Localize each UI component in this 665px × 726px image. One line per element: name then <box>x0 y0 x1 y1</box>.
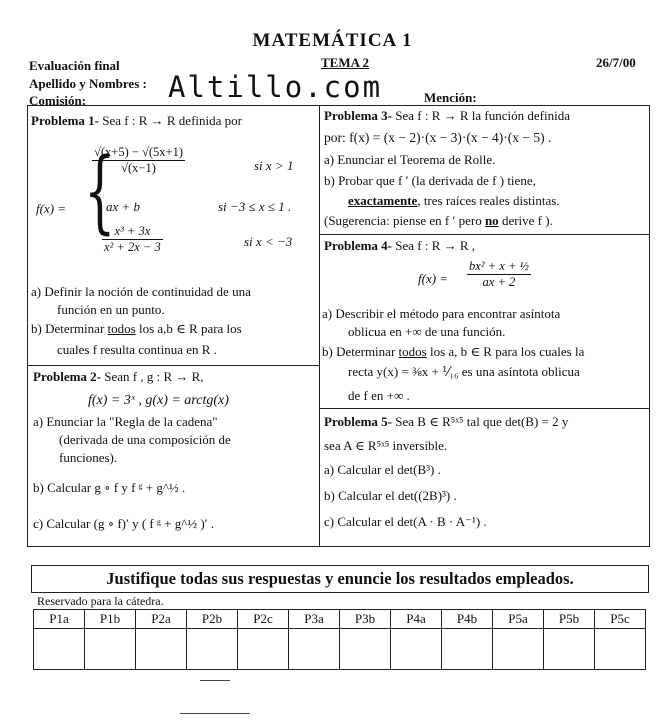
evaluacion-label: Evaluación final <box>29 58 120 73</box>
p1-case1 <box>92 145 185 176</box>
p1-case2-cond: si −3 ≤ x ≤ 1 . <box>218 199 292 214</box>
grading-col-header: P2a <box>136 610 187 629</box>
p4-heading: Problema 4- <box>324 238 392 253</box>
p4-fx: f(x) = <box>418 271 449 286</box>
p1-b-todos: todos <box>107 321 136 336</box>
p4-b-todos: todos <box>398 344 427 359</box>
p4-intro: Sea f : R → R , <box>392 238 476 253</box>
exam-title: MATEMÁTICA 1 <box>252 30 413 51</box>
grading-col-header: P2b <box>187 610 238 629</box>
p5-b: b) Calcular el det((2B)³) . <box>324 488 457 503</box>
p1-b-pre: b) Determinar <box>31 321 108 336</box>
p2-a-line2: (derivada de una composición de <box>59 432 231 447</box>
p1-b-line2: cuales f resulta continua en R . <box>57 342 217 357</box>
p3-b-line1: b) Probar que f ′ (la derivada de f ) tiene, <box>324 173 536 188</box>
grading-col-header: P2c <box>238 610 289 629</box>
p2-b: b) Calcular g ∘ f y f ᵍ + g^½ . <box>33 480 186 495</box>
p1-case3-cond: si x < −3 <box>244 234 293 249</box>
scan-mark <box>200 680 230 681</box>
reservado-label: Reservado para la cátedra. <box>37 594 164 608</box>
exam-date: 26/7/00 <box>596 55 636 70</box>
grading-col-header: P3a <box>289 610 340 629</box>
p2-a-line3: funciones). <box>59 450 118 465</box>
p1-b-post: los a,b ∈ R para los <box>135 321 242 336</box>
grading-col-header: P4b <box>442 610 493 629</box>
p2-a-line1: a) Enunciar la "Regla de la cadena" <box>33 414 218 429</box>
p3-hint-no: no <box>484 213 499 228</box>
p4-a-line1: a) Describir el método para encontrar asíntota <box>322 306 561 321</box>
grading-col-header: P5a <box>493 610 544 629</box>
grading-cell <box>391 629 442 670</box>
p3-b-exactamente: exactamente <box>348 193 418 208</box>
p1-intro: Sea f : R → R definida por <box>99 113 242 128</box>
scan-mark <box>180 713 250 714</box>
mencion-label: Mención: <box>424 90 477 105</box>
p2-defs: f(x) = 3ˣ , g(x) = arctg(x) <box>88 393 229 408</box>
grading-cell <box>34 629 85 670</box>
p4-a-line2: oblicua en +∞ de una función. <box>348 324 506 339</box>
grading-header-row <box>34 610 646 629</box>
grading-table <box>33 609 646 670</box>
p1-fx: f(x) = <box>36 201 67 216</box>
p3-heading: Problema 3- <box>324 108 392 123</box>
grading-cell <box>289 629 340 670</box>
grading-col-header: P3b <box>340 610 391 629</box>
grid-divider-right-1 <box>319 234 650 235</box>
grading-cell <box>544 629 595 670</box>
p4-b-post: los a, b ∈ R para los cuales la <box>426 344 585 359</box>
p2-c: c) Calcular (g ∘ f)′ y ( f ᵍ + g^½ )′ . <box>33 516 215 531</box>
grading-cell <box>493 629 544 670</box>
grading-col-header: P1a <box>34 610 85 629</box>
p1-case3 <box>102 224 163 255</box>
grading-cell <box>238 629 289 670</box>
grading-cell <box>442 629 493 670</box>
p1-case3-den: x² + 2x − 3 <box>104 240 161 254</box>
p3-fx: por: f(x) = (x − 2)·(x − 3)·(x − 4)·(x − 5) . <box>324 130 552 145</box>
comision-label: Comisión: <box>29 93 87 108</box>
p4-b-pre: b) Determinar <box>322 344 399 359</box>
grading-cell <box>340 629 391 670</box>
grid-divider-right-2 <box>319 408 650 409</box>
p4-fraction <box>467 259 531 290</box>
p5-heading: Problema 5- <box>324 414 392 429</box>
grading-cell <box>595 629 646 670</box>
exam-tema: TEMA 2 <box>321 55 370 70</box>
p2-heading: Problema 2- <box>33 369 101 384</box>
p1-case1-num: √(x+5) − √(5x+1) <box>94 145 184 159</box>
grading-score-row <box>34 629 646 670</box>
p1-case1-cond: si x > 1 <box>254 158 294 173</box>
grading-col-header: P1b <box>85 610 136 629</box>
p1-a-line1: a) Definir la noción de continuidad de una <box>31 284 251 299</box>
p1-case2-expr: ax + b <box>106 199 141 214</box>
p1-case3-num: x³ + 3x <box>102 224 163 240</box>
p2-intro: Sean f , g : R → R, <box>101 369 204 384</box>
grading-col-header: P5b <box>544 610 595 629</box>
p3-hint-pre: (Sugerencia: piense en f ′ pero <box>324 213 485 228</box>
p4-b-line3: de f en +∞ . <box>348 388 410 403</box>
p3-intro: Sea f : R → R la función definida <box>392 108 570 123</box>
p3-b-line2-post: , tres raíces reales distintas. <box>417 193 560 208</box>
p3-hint-post: derive f ). <box>498 213 553 228</box>
grading-col-header: P4a <box>391 610 442 629</box>
p5-c: c) Calcular el det(A · B · A⁻¹) . <box>324 514 487 529</box>
p1-brace: { <box>84 139 116 244</box>
p1-a-line2: función en un punto. <box>57 302 165 317</box>
apellido-label: Apellido y Nombres : <box>29 76 147 91</box>
p3-a: a) Enunciar el Teorema de Rolle. <box>324 152 496 167</box>
grid-divider-left <box>27 365 320 366</box>
p5-intro: Sea B ∈ R⁵ˣ⁵ tal que det(B) = 2 y <box>392 414 569 429</box>
p4-b-line2: recta y(x) = ⅜x + ⅟₁₆ es una asíntota oblicua <box>348 364 580 379</box>
watermark: Altillo.com <box>168 70 383 104</box>
p1-case1-den: √(x−1) <box>121 161 156 175</box>
justifique-banner: Justifique todas sus respuestas y enuncie los resultados empleados. <box>31 565 649 593</box>
grading-cell <box>85 629 136 670</box>
grading-col-header: P5c <box>595 610 646 629</box>
p5-a: a) Calcular el det(B³) . <box>324 462 441 477</box>
p5-line2: sea A ∈ R⁵ˣ⁵ inversible. <box>324 438 448 453</box>
p4-den: ax + 2 <box>482 275 516 289</box>
grid-divider-vertical <box>319 105 320 547</box>
grading-cell <box>136 629 187 670</box>
p4-num: bx² + x + ½ <box>469 259 529 273</box>
grading-cell <box>187 629 238 670</box>
p1-heading: Problema 1- <box>31 113 99 128</box>
